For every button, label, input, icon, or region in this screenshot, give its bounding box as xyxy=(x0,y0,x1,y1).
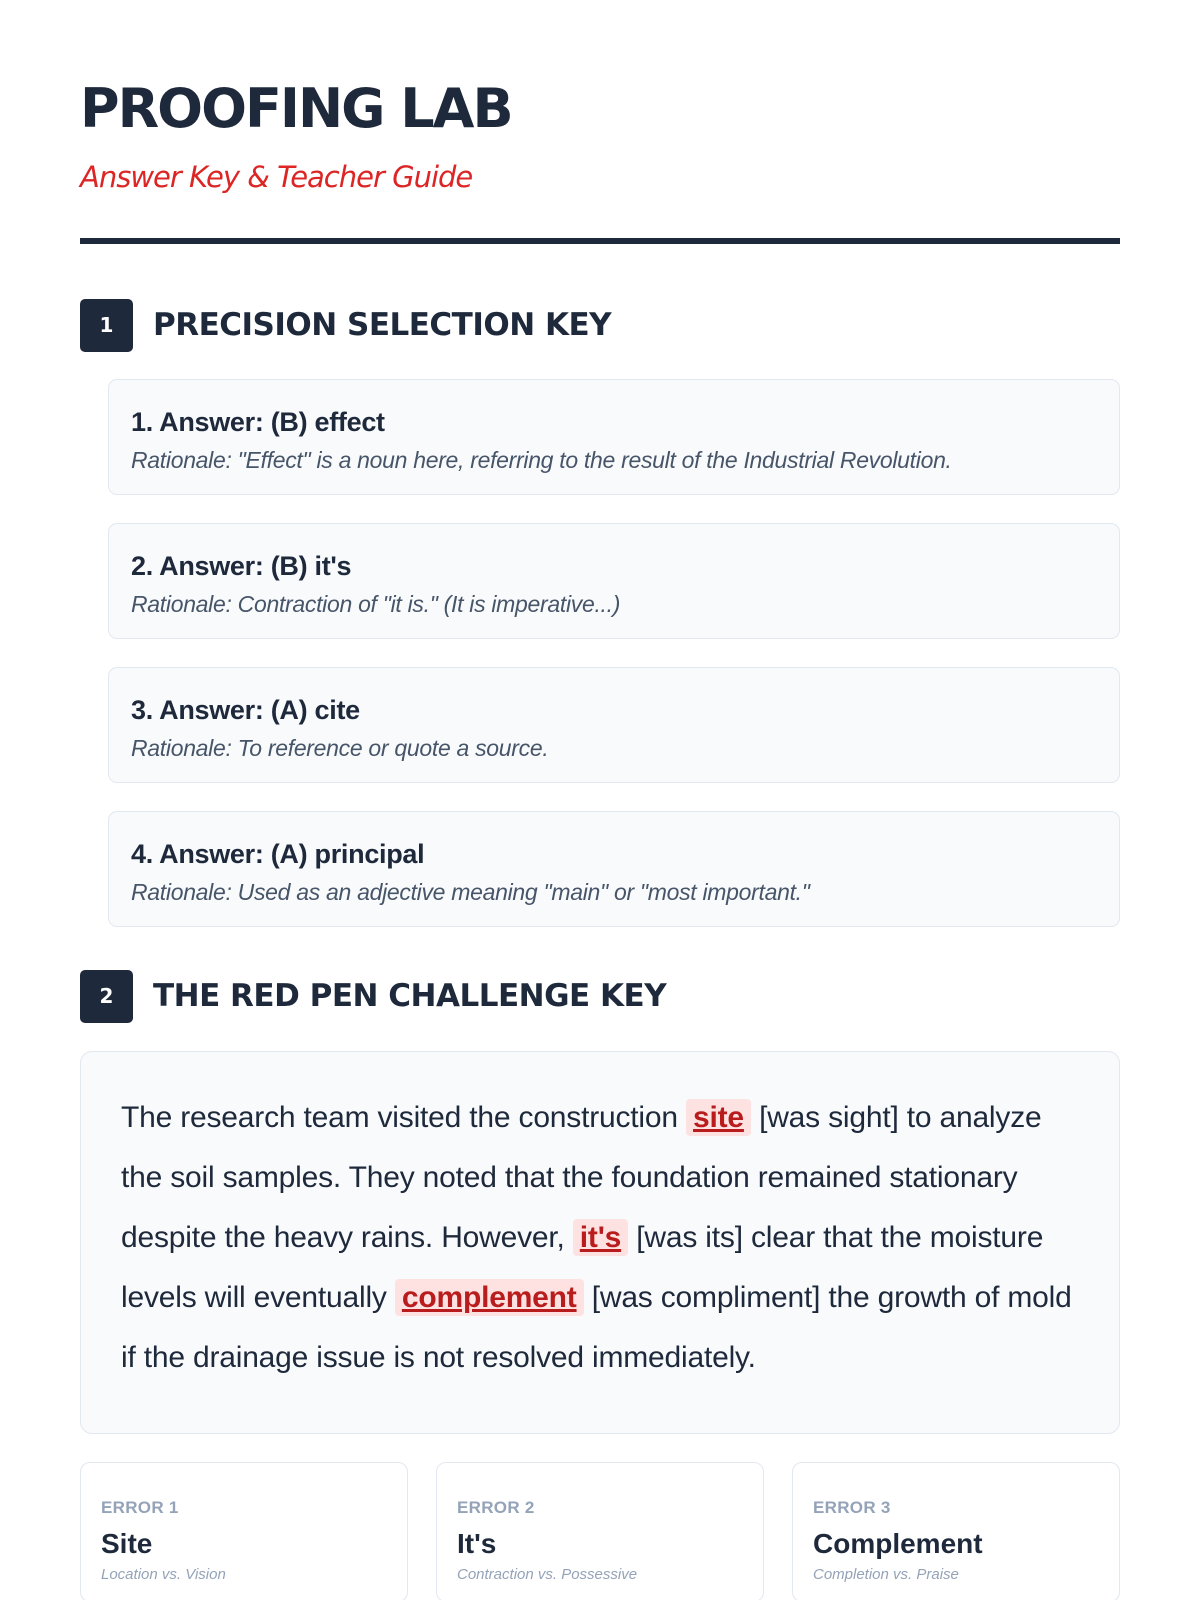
correction-highlight: it's xyxy=(573,1219,628,1256)
passage-text: [was sight] to analyze the soil samples. They noted that the foundation remained stationary despite the heavy rains. However, xyxy=(121,1101,1042,1254)
section-number-badge: 1 xyxy=(80,299,133,352)
corrected-passage xyxy=(80,1051,1120,1434)
error-word: Complement xyxy=(813,1528,983,1559)
error-note: Completion vs. Praise xyxy=(813,1566,959,1583)
correction-highlight: complement xyxy=(395,1279,584,1316)
section-2-header xyxy=(80,969,1120,1023)
error-note: Location vs. Vision xyxy=(101,1566,226,1583)
section-1-header xyxy=(80,298,1120,352)
rationale-text: Rationale: To reference or quote a source. xyxy=(131,735,549,761)
answer-text: 4. Answer: (A) principal xyxy=(131,839,425,869)
error-card-2 xyxy=(436,1462,764,1600)
error-card-1 xyxy=(80,1462,408,1600)
section-number-badge: 2 xyxy=(80,970,133,1023)
correction-highlight: site xyxy=(686,1099,751,1136)
page-title: PROOFING LAB xyxy=(80,77,512,140)
section-title: PRECISION SELECTION KEY xyxy=(153,307,612,343)
answer-card-4 xyxy=(108,811,1120,927)
rationale-text: Rationale: "Effect" is a noun here, referring to the result of the Industrial Revolution. xyxy=(131,447,952,473)
passage-text: [was compliment] the growth of mold if the drainage issue is not resolved immediately. xyxy=(121,1281,1072,1374)
passage-text: The research team visited the construction xyxy=(121,1101,678,1134)
error-summary xyxy=(80,1462,1120,1600)
error-word: It's xyxy=(457,1528,497,1559)
rationale-text: Rationale: Used as an adjective meaning "main" or "most important." xyxy=(131,879,810,905)
title-divider xyxy=(80,238,1120,244)
error-word: Site xyxy=(101,1528,153,1559)
section-title: THE RED PEN CHALLENGE KEY xyxy=(153,978,667,1014)
error-note: Contraction vs. Possessive xyxy=(457,1566,638,1583)
error-label: ERROR 1 xyxy=(101,1498,179,1517)
page-subtitle: Answer Key & Teacher Guide xyxy=(80,160,473,194)
answer-list xyxy=(108,379,1120,927)
answer-card-3 xyxy=(108,667,1120,783)
answer-text: 3. Answer: (A) cite xyxy=(131,695,360,725)
error-label: ERROR 3 xyxy=(813,1498,891,1517)
answer-text: 1. Answer: (B) effect xyxy=(131,407,385,437)
answer-text: 2. Answer: (B) it's xyxy=(131,551,352,581)
answer-card-2 xyxy=(108,523,1120,639)
answer-card-1 xyxy=(108,379,1120,495)
rationale-text: Rationale: Contraction of "it is." (It is imperative...) xyxy=(131,591,621,617)
error-label: ERROR 2 xyxy=(457,1498,535,1517)
passage-text: [was its] clear that the moisture levels will eventually xyxy=(121,1221,1044,1314)
error-card-3 xyxy=(792,1462,1120,1600)
